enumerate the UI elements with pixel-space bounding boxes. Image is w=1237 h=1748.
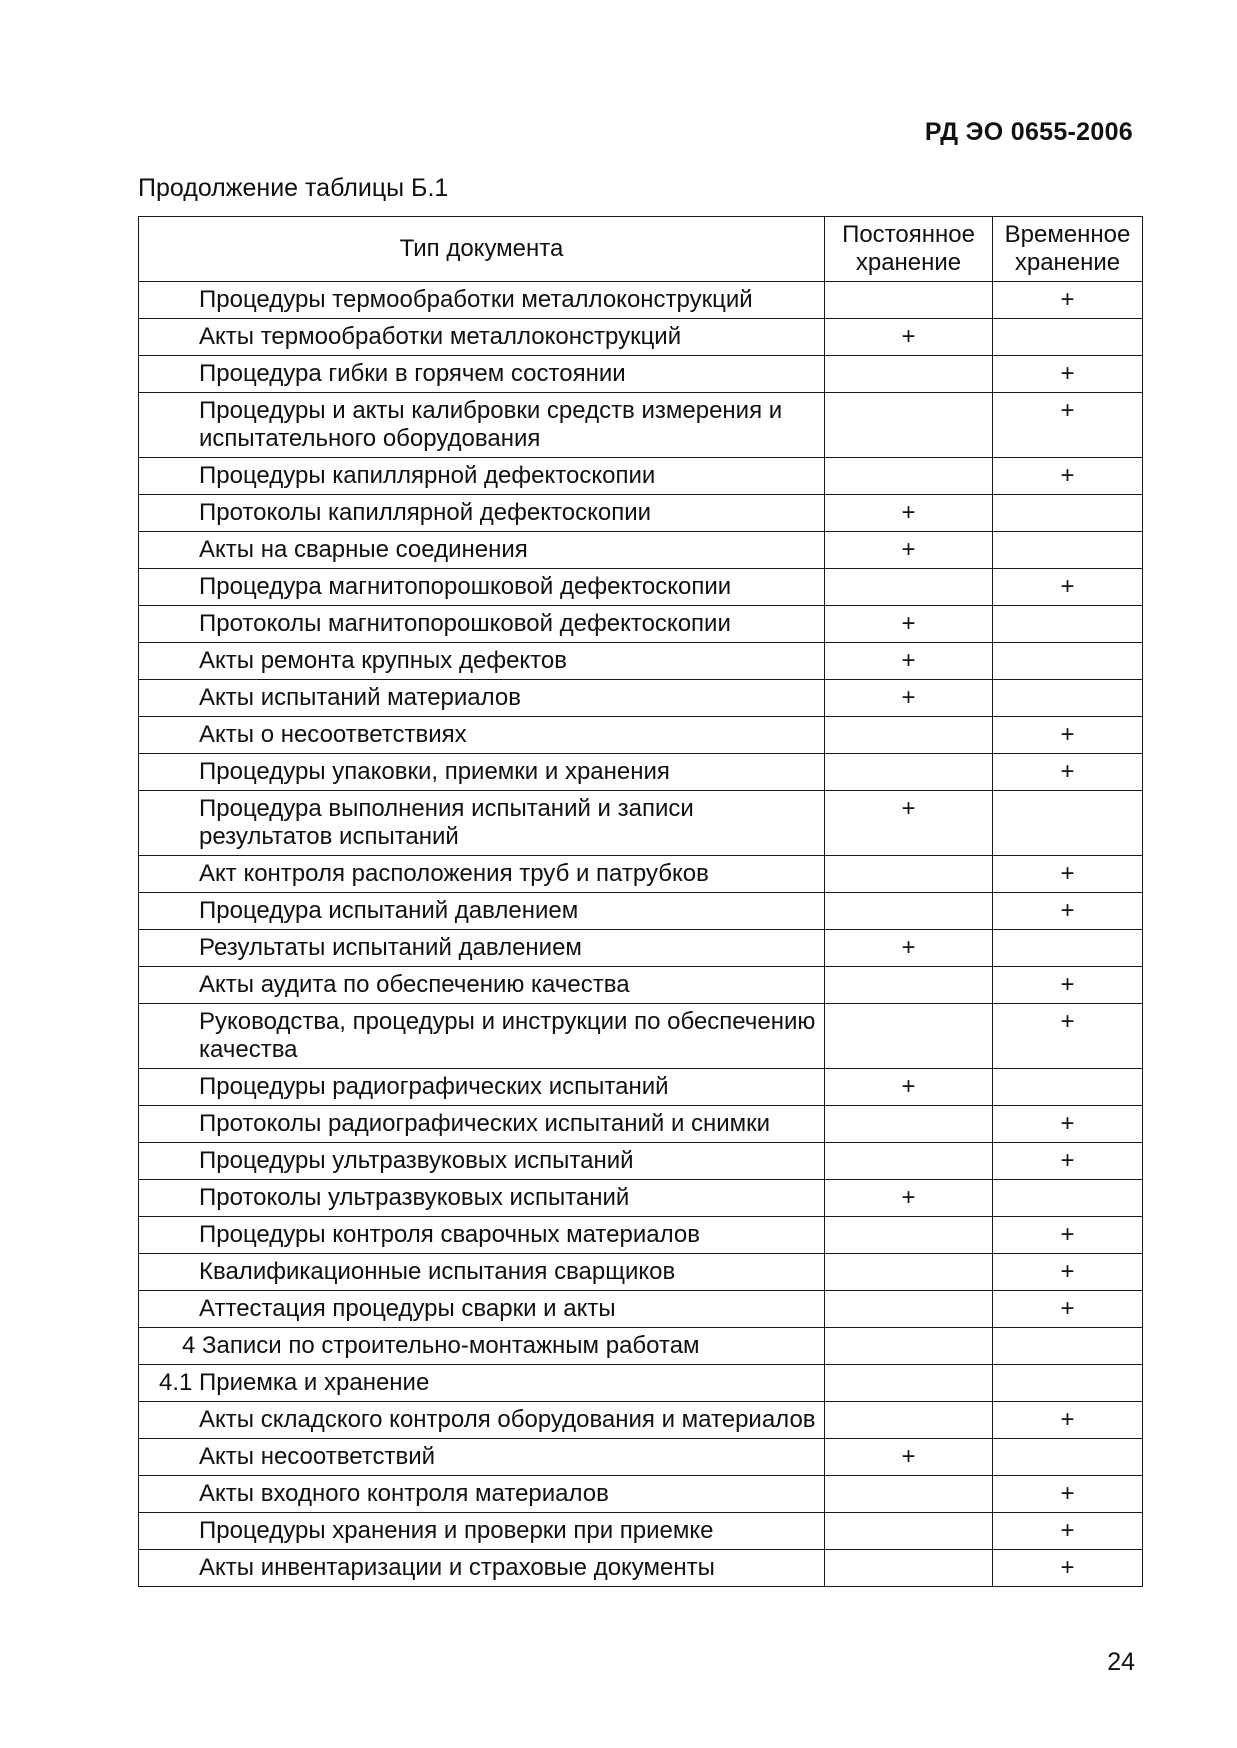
permanent-storage-cell [825, 1476, 993, 1513]
permanent-storage-cell: + [825, 1180, 993, 1217]
temporary-storage-cell: + [993, 1106, 1143, 1143]
temporary-storage-cell: + [993, 754, 1143, 791]
table-row [139, 393, 1143, 458]
permanent-storage-cell: + [825, 1439, 993, 1476]
permanent-storage-cell: + [825, 1069, 993, 1106]
permanent-storage-cell [825, 282, 993, 319]
document-type-cell: Квалификационные испытания сварщиков [139, 1254, 825, 1291]
document-type-cell: Процедуры радиографических испытаний [139, 1069, 825, 1106]
document-type-cell: Акт контроля расположения труб и патрубков [139, 856, 825, 893]
permanent-storage-cell [825, 1513, 993, 1550]
permanent-storage-cell [825, 1402, 993, 1439]
table-row [139, 1550, 1143, 1587]
temporary-storage-cell: + [993, 1254, 1143, 1291]
temporary-storage-cell: + [993, 1513, 1143, 1550]
temporary-storage-cell [993, 1328, 1143, 1365]
document-type-cell: Акты складского контроля оборудования и материалов [139, 1402, 825, 1439]
document-type-cell: Процедуры упаковки, приемки и хранения [139, 754, 825, 791]
temporary-storage-cell: + [993, 1291, 1143, 1328]
table-row [139, 1254, 1143, 1291]
table-body [139, 282, 1143, 1587]
table-row [139, 1513, 1143, 1550]
document-storage-table [138, 216, 1143, 1587]
permanent-storage-cell: + [825, 495, 993, 532]
permanent-storage-cell [825, 1365, 993, 1402]
table-row [139, 643, 1143, 680]
table-row [139, 717, 1143, 754]
column-header-type: Тип документа [139, 217, 825, 282]
table-row [139, 791, 1143, 856]
table-row [139, 458, 1143, 495]
permanent-storage-cell [825, 1143, 993, 1180]
temporary-storage-cell [993, 1069, 1143, 1106]
document-type-cell: Акты термообработки металлоконструкций [139, 319, 825, 356]
document-type-cell: Процедура гибки в горячем состоянии [139, 356, 825, 393]
document-type-cell: Процедура магнитопорошковой дефектоскопии [139, 569, 825, 606]
table-row [139, 1180, 1143, 1217]
permanent-storage-cell: + [825, 532, 993, 569]
document-type-cell: Протоколы магнитопорошковой дефектоскопии [139, 606, 825, 643]
document-type-cell: Процедуры термообработки металлоконструкций [139, 282, 825, 319]
permanent-storage-cell: + [825, 930, 993, 967]
permanent-storage-cell: + [825, 791, 993, 856]
permanent-storage-cell [825, 393, 993, 458]
table-row [139, 1402, 1143, 1439]
permanent-storage-cell [825, 458, 993, 495]
document-type-cell: 4 Записи по строительно-монтажным работам [139, 1328, 825, 1365]
temporary-storage-cell: + [993, 1550, 1143, 1587]
permanent-storage-cell: + [825, 319, 993, 356]
temporary-storage-cell [993, 495, 1143, 532]
temporary-storage-cell: + [993, 856, 1143, 893]
permanent-storage-cell: + [825, 680, 993, 717]
document-type-cell: Процедуры ультразвуковых испытаний [139, 1143, 825, 1180]
document-type-cell: Протоколы капиллярной дефектоскопии [139, 495, 825, 532]
document-type-cell: Процедуры и акты калибровки средств измерения и испытательного оборудования [139, 393, 825, 458]
table-row [139, 1476, 1143, 1513]
temporary-storage-cell [993, 930, 1143, 967]
temporary-storage-cell: + [993, 717, 1143, 754]
temporary-storage-cell: + [993, 393, 1143, 458]
permanent-storage-cell [825, 1254, 993, 1291]
table-row [139, 1291, 1143, 1328]
temporary-storage-cell: + [993, 893, 1143, 930]
table-row [139, 1439, 1143, 1476]
table-row [139, 1217, 1143, 1254]
permanent-storage-cell: + [825, 606, 993, 643]
document-type-cell: Акты несоответствий [139, 1439, 825, 1476]
temporary-storage-cell [993, 1439, 1143, 1476]
column-header-permanent: Постоянное хранение [825, 217, 993, 282]
permanent-storage-cell [825, 1004, 993, 1069]
table-row [139, 282, 1143, 319]
permanent-storage-cell [825, 893, 993, 930]
permanent-storage-cell [825, 1217, 993, 1254]
table-row [139, 606, 1143, 643]
table-row [139, 356, 1143, 393]
temporary-storage-cell: + [993, 569, 1143, 606]
document-type-cell: Акты испытаний материалов [139, 680, 825, 717]
document-type-cell: Акты на сварные соединения [139, 532, 825, 569]
document-type-cell: Протоколы радиографических испытаний и снимки [139, 1106, 825, 1143]
document-type-cell: Аттестация процедуры сварки и акты [139, 1291, 825, 1328]
document-type-cell: Процедура выполнения испытаний и записи результатов испытаний [139, 791, 825, 856]
document-type-cell: Акты входного контроля материалов [139, 1476, 825, 1513]
document-type-cell: Руководства, процедуры и инструкции по обеспечению качества [139, 1004, 825, 1069]
document-type-cell: 4.1 Приемка и хранение [139, 1365, 825, 1402]
temporary-storage-cell: + [993, 1143, 1143, 1180]
permanent-storage-cell [825, 1328, 993, 1365]
column-header-temporary: Временное хранение [993, 217, 1143, 282]
permanent-storage-cell [825, 1106, 993, 1143]
temporary-storage-cell [993, 606, 1143, 643]
permanent-storage-cell [825, 717, 993, 754]
table-row [139, 1004, 1143, 1069]
table-row [139, 680, 1143, 717]
table-row [139, 930, 1143, 967]
document-type-cell: Акты ремонта крупных дефектов [139, 643, 825, 680]
permanent-storage-cell [825, 754, 993, 791]
temporary-storage-cell: + [993, 282, 1143, 319]
table-row [139, 1106, 1143, 1143]
permanent-storage-cell [825, 1291, 993, 1328]
document-type-cell: Процедуры контроля сварочных материалов [139, 1217, 825, 1254]
temporary-storage-cell [993, 643, 1143, 680]
table-row [139, 754, 1143, 791]
temporary-storage-cell: + [993, 1004, 1143, 1069]
temporary-storage-cell: + [993, 1217, 1143, 1254]
table-row [139, 532, 1143, 569]
permanent-storage-cell [825, 569, 993, 606]
temporary-storage-cell [993, 680, 1143, 717]
table-row [139, 967, 1143, 1004]
table-row [139, 569, 1143, 606]
document-type-cell: Процедура испытаний давлением [139, 893, 825, 930]
document-type-cell: Результаты испытаний давлением [139, 930, 825, 967]
temporary-storage-cell [993, 1365, 1143, 1402]
table-row [139, 495, 1143, 532]
table-row [139, 893, 1143, 930]
page-number: 24 [1107, 1648, 1135, 1676]
permanent-storage-cell [825, 1550, 993, 1587]
temporary-storage-cell: + [993, 1476, 1143, 1513]
temporary-storage-cell: + [993, 967, 1143, 1004]
table-header-row [139, 217, 1143, 282]
document-type-cell: Протоколы ультразвуковых испытаний [139, 1180, 825, 1217]
table-caption: Продолжение таблицы Б.1 [138, 174, 449, 202]
permanent-storage-cell [825, 356, 993, 393]
temporary-storage-cell [993, 1180, 1143, 1217]
table-row [139, 1069, 1143, 1106]
temporary-storage-cell [993, 319, 1143, 356]
temporary-storage-cell: + [993, 458, 1143, 495]
table-row [139, 1328, 1143, 1365]
temporary-storage-cell [993, 791, 1143, 856]
document-type-cell: Акты о несоответствиях [139, 717, 825, 754]
temporary-storage-cell [993, 532, 1143, 569]
document-type-cell: Акты инвентаризации и страховые документы [139, 1550, 825, 1587]
document-type-cell: Акты аудита по обеспечению качества [139, 967, 825, 1004]
table-row [139, 319, 1143, 356]
temporary-storage-cell: + [993, 356, 1143, 393]
table-row [139, 1143, 1143, 1180]
document-type-cell: Процедуры капиллярной дефектоскопии [139, 458, 825, 495]
permanent-storage-cell [825, 856, 993, 893]
permanent-storage-cell: + [825, 643, 993, 680]
document-code: РД ЭО 0655-2006 [924, 118, 1133, 146]
table-row [139, 856, 1143, 893]
table-row [139, 1365, 1143, 1402]
temporary-storage-cell: + [993, 1402, 1143, 1439]
document-type-cell: Процедуры хранения и проверки при приемке [139, 1513, 825, 1550]
permanent-storage-cell [825, 967, 993, 1004]
